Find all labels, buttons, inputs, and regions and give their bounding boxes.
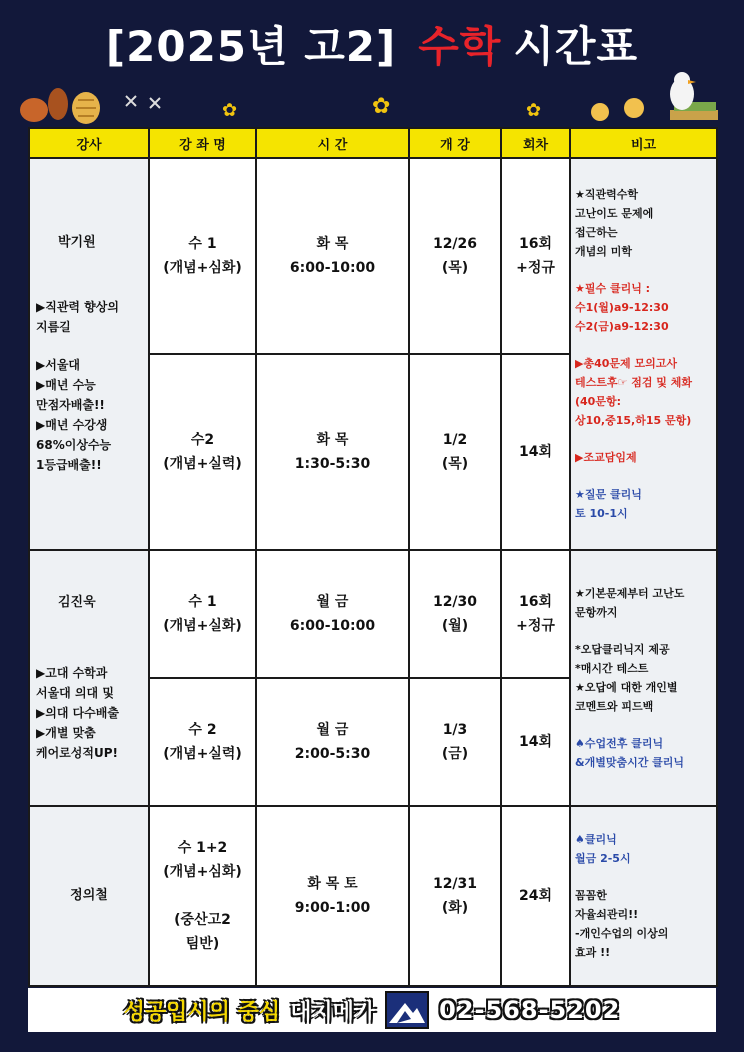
course-name: 수2 (개념+실력) xyxy=(149,354,256,550)
instructor-desc-line: 서울대 의대 및 xyxy=(36,686,114,700)
footer-brand: 대치메카 xyxy=(290,999,376,1025)
course-start: 12/30 (월) xyxy=(409,550,501,678)
course-time: 화 목 토 9:00-1:00 xyxy=(256,806,409,986)
note-line: -개인수업의 이상의 xyxy=(575,927,669,940)
note-line: 토 10-1시 xyxy=(575,507,628,520)
note-line: 상10,중15,하15 문항) xyxy=(575,414,692,427)
instructor-cell xyxy=(29,806,149,986)
course-start: 1/2 (목) xyxy=(409,354,501,550)
course-time: 화 목 6:00-10:00 xyxy=(256,158,409,354)
course-sessions: 24회 xyxy=(501,806,570,986)
instructor-name: 정의철 xyxy=(70,888,108,903)
header-time: 시 간 xyxy=(256,128,409,158)
note-line: 효과 !! xyxy=(575,946,611,959)
instructor-desc-line: 케어로성적UP! xyxy=(36,746,118,760)
course-start: 12/26 (목) xyxy=(409,158,501,354)
instructor-desc xyxy=(36,297,142,475)
header-instructor: 강사 xyxy=(29,128,149,158)
course-sessions: 16회 +정규 xyxy=(501,158,570,354)
note-line xyxy=(575,868,712,886)
note-line: ★직관력수학 xyxy=(575,188,638,201)
note-line: 코멘트와 피드백 xyxy=(575,700,654,713)
note-line: 꼼꼼한 xyxy=(575,889,607,902)
ginkgo-leaf-icon: ✿ xyxy=(526,100,542,121)
notes-cell xyxy=(570,550,717,806)
instructor-desc-line: 68%이상수능 xyxy=(36,438,112,452)
instructor-name: 김진욱 xyxy=(58,595,96,610)
notes-cell xyxy=(570,806,717,986)
title-subject: 수학 xyxy=(418,22,502,71)
course-name: 수 2 (개념+실력) xyxy=(149,678,256,806)
note-line: *오답클리닉지 제공 xyxy=(575,643,670,656)
header-course: 강 좌 명 xyxy=(149,128,256,158)
note-line: ♠클리닉 xyxy=(575,833,617,846)
note-line: &개별맞춤시간 클리닉 xyxy=(575,756,685,769)
note-line: 개념의 미학 xyxy=(575,245,632,258)
note-line: 접근하는 xyxy=(575,226,618,239)
header-sessions: 회차 xyxy=(501,128,570,158)
title-suffix: 시간표 xyxy=(513,22,639,71)
note-line: ▶조교담임제 xyxy=(575,451,637,464)
header-start: 개 강 xyxy=(409,128,501,158)
instructor-desc-line: ▶개별 맞춤 xyxy=(36,726,96,740)
instructor-desc-line: ▶서울대 xyxy=(36,358,81,372)
footer-banner xyxy=(28,988,716,1032)
course-time: 월 금 2:00-5:30 xyxy=(256,678,409,806)
dragonfly-icon xyxy=(118,90,168,114)
instructor-desc xyxy=(36,663,142,763)
note-line xyxy=(575,467,712,485)
page-title xyxy=(0,14,744,74)
mountain-logo-icon xyxy=(385,991,429,1029)
table-header-row xyxy=(29,128,717,158)
course-start: 12/31 (화) xyxy=(409,806,501,986)
instructor-desc-line xyxy=(36,337,142,355)
course-time: 화 목 1:30-5:30 xyxy=(256,354,409,550)
header-notes: 비고 xyxy=(570,128,717,158)
course-name: 수 1 (개념+실화) xyxy=(149,550,256,678)
chicks-and-books-illustration xyxy=(572,72,722,130)
title-prefix: [2025년 고2] xyxy=(105,22,397,71)
note-line: ▶총40문제 모의고사 xyxy=(575,357,677,370)
course-time: 월 금 6:00-10:00 xyxy=(256,550,409,678)
note-line: 수1(월)a9-12:30 xyxy=(575,301,669,314)
course-start: 1/3 (금) xyxy=(409,678,501,806)
note-line: 수2(금)a9-12:30 xyxy=(575,320,669,333)
table-row xyxy=(29,806,717,986)
ginkgo-leaf-icon: ✿ xyxy=(372,94,391,119)
note-line: ★질문 클리닉 xyxy=(575,488,642,501)
autumn-fruit-illustration xyxy=(12,80,102,128)
footer-phone: 02-568-5202 xyxy=(439,996,621,1024)
instructor-desc-line: 1등급배출!! xyxy=(36,458,102,472)
note-line: ★필수 클리닉 : xyxy=(575,282,651,295)
note-line xyxy=(575,430,712,448)
note-line xyxy=(575,622,712,640)
footer-slogan: 성공입시의 중심 xyxy=(123,999,281,1025)
ginkgo-leaf-icon: ✿ xyxy=(222,100,238,121)
note-line: 자율쇠관리!! xyxy=(575,908,639,921)
instructor-desc-line: 만점자배출!! xyxy=(36,398,105,412)
note-line: 월금 2-5시 xyxy=(575,852,631,865)
note-line: (40문항: xyxy=(575,395,621,408)
instructor-desc-line: ▶매년 수강생 xyxy=(36,418,108,432)
table-row xyxy=(29,158,717,354)
course-name: 수 1 (개념+심화) xyxy=(149,158,256,354)
instructor-cell xyxy=(29,158,149,550)
timetable xyxy=(28,127,718,987)
instructor-name: 박기원 xyxy=(58,235,96,250)
instructor-desc-line: ▶의대 다수배출 xyxy=(36,706,119,720)
note-line xyxy=(575,336,712,354)
note-line xyxy=(575,716,712,734)
instructor-desc-line: 지름길 xyxy=(36,320,71,334)
instructor-cell xyxy=(29,550,149,806)
course-sessions: 14회 xyxy=(501,354,570,550)
notes-cell xyxy=(570,158,717,550)
course-sessions: 16회 +정규 xyxy=(501,550,570,678)
note-line: 테스트후☞ 점검 및 체화 xyxy=(575,376,692,389)
note-line xyxy=(575,261,712,279)
course-name: 수 1+2 (개념+심화) (중산고2 팀반) xyxy=(149,806,256,986)
note-line: 고난이도 문제에 xyxy=(575,207,654,220)
note-line: 문항까지 xyxy=(575,606,618,619)
instructor-desc-line: ▶직관력 향상의 xyxy=(36,300,119,314)
note-line: ♠수업전후 클리닉 xyxy=(575,737,664,750)
note-line: *매시간 테스트 xyxy=(575,662,649,675)
instructor-desc-line: ▶매년 수능 xyxy=(36,378,96,392)
course-sessions: 14회 xyxy=(501,678,570,806)
table-row xyxy=(29,550,717,678)
note-line: ★기본문제부터 고난도 xyxy=(575,587,685,600)
instructor-desc-line: ▶고대 수학과 xyxy=(36,666,108,680)
note-line: ★오답에 대한 개인별 xyxy=(575,681,678,694)
